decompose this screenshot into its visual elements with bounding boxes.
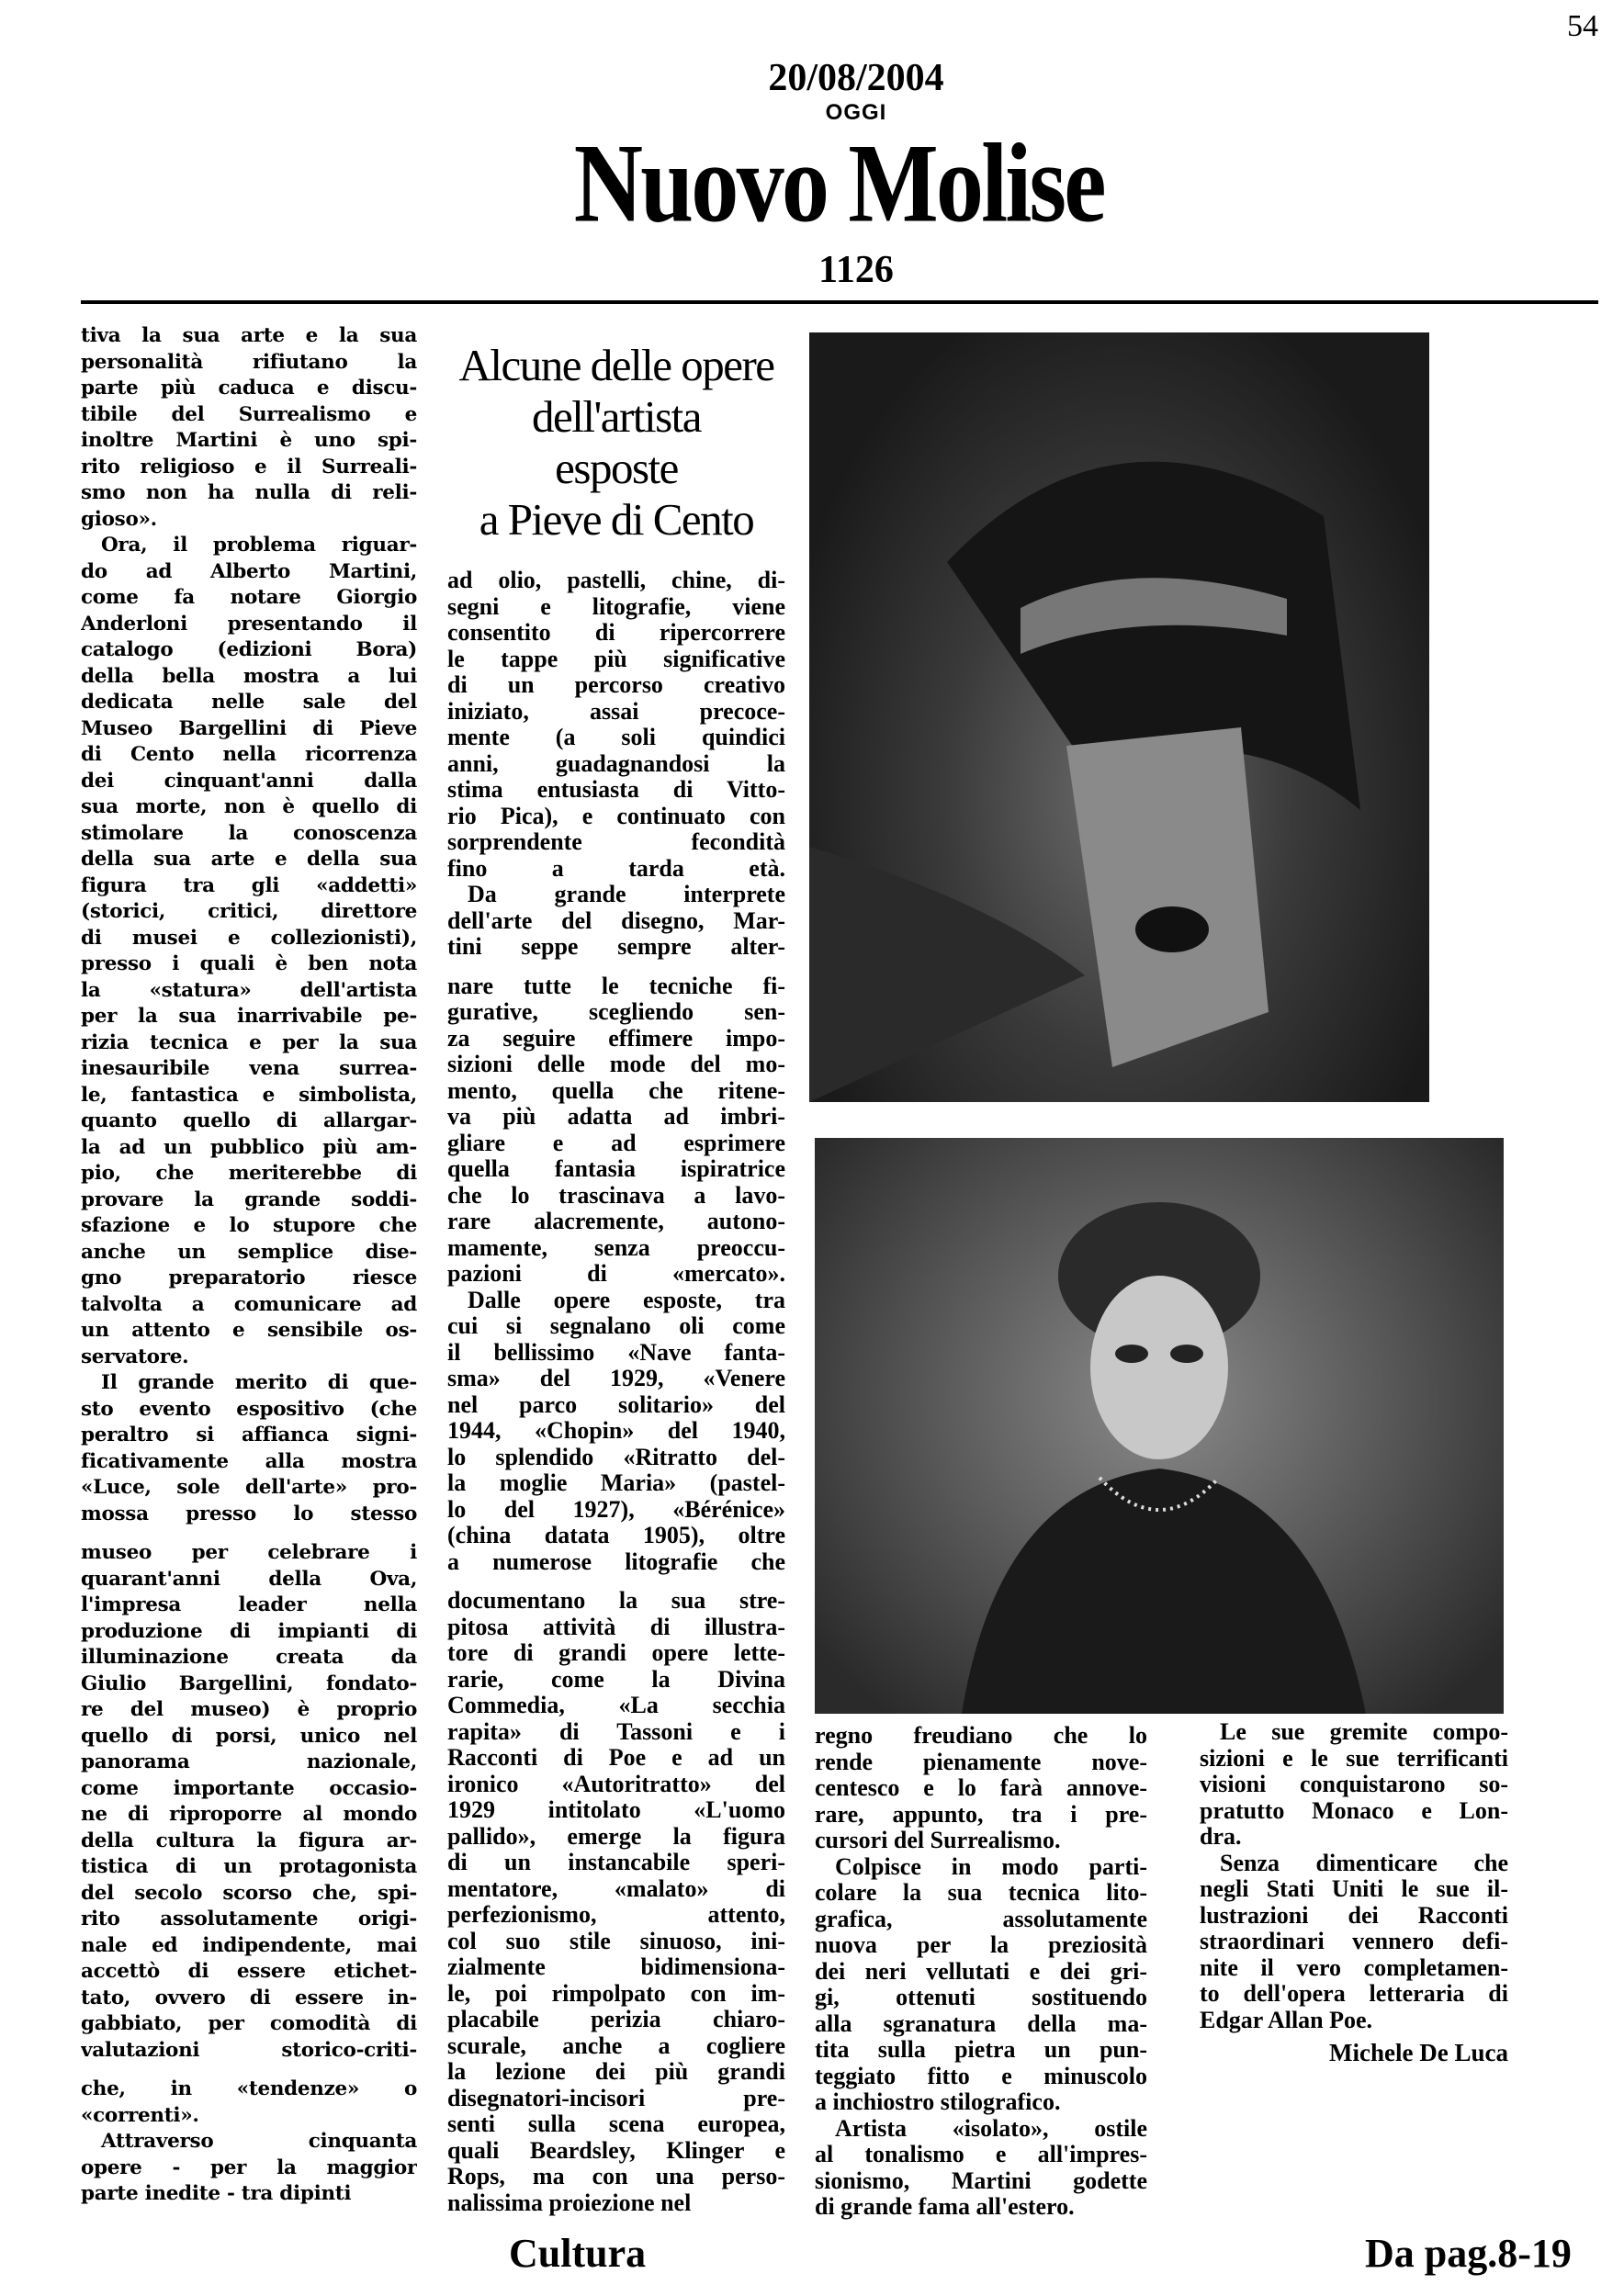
text-line: to dell'opera letteraria di — [1200, 1981, 1508, 2007]
text-line: gliare e ad esprimere — [447, 1130, 785, 1156]
text-line: a inchiostro stilografico. — [815, 2089, 1061, 2115]
column-gap — [447, 961, 785, 974]
text-line: Commedia, «La secchia — [447, 1693, 785, 1718]
portrait-woman-image — [815, 1138, 1504, 1714]
text-line: pio, che meriterebbe di — [81, 1162, 417, 1185]
text-line: visioni conquistarono so- — [1200, 1772, 1508, 1797]
text-line: rare alacremente, autono- — [447, 1209, 785, 1234]
text-line: sma» del 1929, «Venere — [447, 1366, 785, 1391]
text-line: straordinari vennero defi- — [1200, 1929, 1508, 1954]
text-line: zialmente bidimensiona- — [447, 1954, 785, 1980]
text-line: pazioni di «mercato». — [447, 1261, 785, 1287]
text-line: provare la grande soddi- — [81, 1187, 417, 1211]
text-line: sizioni e le sue terrificanti — [1200, 1745, 1508, 1772]
text-line: sto evento espositivo (che — [81, 1397, 417, 1421]
text-line: anche un semplice dise- — [81, 1240, 417, 1264]
text-line: quello di porsi, unico nel — [81, 1724, 417, 1748]
article-column-1 — [81, 323, 417, 2208]
text-line: produzione di impianti di — [81, 1619, 417, 1643]
text-line: teggiato fitto e minuscolo — [815, 2063, 1147, 2089]
text-line: di un instancabile speri- — [447, 1850, 785, 1875]
text-line: pitosa attività di illustra- — [447, 1614, 785, 1640]
author-signature: Michele De Luca — [1329, 2039, 1508, 2066]
text-line: tore di grandi opere lette- — [447, 1640, 785, 1666]
text-line: alla sgranatura della ma- — [815, 2010, 1147, 2037]
column-gap — [447, 1575, 785, 1588]
text-line: sorprendente fecondità — [447, 829, 785, 855]
text-line: l'impresa leader nella — [81, 1593, 417, 1616]
text-line: la ad un pubblico più am- — [81, 1135, 417, 1159]
header-rule — [81, 300, 1598, 304]
text-line: ad olio, pastelli, chine, di- — [447, 568, 785, 593]
text-line: mento, quella che ritene- — [447, 1077, 785, 1104]
text-line: sionismo, Martini godette — [815, 2167, 1147, 2194]
text-line: documentano la sua stre- — [447, 1588, 785, 1614]
text-line: Rops, ma con una perso- — [447, 2164, 785, 2189]
headline-line: Alcune delle opere — [458, 340, 774, 390]
text-line: «correnti». — [81, 2103, 199, 2127]
text-line: della bella mostra a lui — [81, 664, 417, 688]
text-line: iniziato, assai precoce- — [447, 698, 785, 725]
text-line: rio Pica), e continuato con — [447, 803, 785, 829]
text-line: Senza dimenticare che — [1220, 1850, 1508, 1876]
masthead-logo — [549, 120, 1128, 246]
text-line: gabbiato, per comodità di — [81, 2012, 417, 2035]
text-line: il bellissimo «Nave fanta- — [447, 1339, 785, 1366]
text-line: mamente, senza preoccu- — [447, 1234, 785, 1261]
text-line: mossa presso lo stesso — [81, 1502, 417, 1525]
page-reference: Da pag.8-19 — [1365, 2231, 1572, 2276]
text-line: dei cinquant'anni dalla — [81, 769, 417, 793]
text-line: rito assolutamente origi- — [81, 1908, 417, 1930]
text-line: tistica di un protagonista — [81, 1855, 417, 1878]
text-line: gi, ottenuti sostituendo — [815, 1985, 1147, 2010]
text-line: illuminazione creata da — [81, 1646, 417, 1669]
text-line: fino a tarda età. — [447, 855, 785, 882]
text-line: pratutto Monaco e Lon- — [1200, 1797, 1508, 1824]
text-line: rende pienamente nove- — [815, 1749, 1147, 1775]
text-line: Artista «isolato», ostile — [835, 2115, 1147, 2142]
text-line: Attraverso cinquanta — [101, 2130, 417, 2153]
text-line: talvolta a comunicare ad — [81, 1292, 417, 1316]
text-line: mentatore, «malato» di — [447, 1875, 785, 1902]
text-line: re del museo) è proprio — [81, 1698, 417, 1721]
text-line: Colpisce in modo parti- — [835, 1853, 1147, 1880]
text-line: gurative, scegliendo sen- — [447, 999, 785, 1025]
headline-line: dell'artista — [531, 391, 702, 442]
text-line: ironico «Autoritratto» del — [447, 1771, 785, 1797]
text-line: colare la sua tecnica lito- — [815, 1880, 1147, 1906]
text-line: catalogo (edizioni Bora) — [81, 638, 417, 661]
text-line: che, in «tendenze» o — [81, 2077, 417, 2100]
text-line: quarant'anni della Ova, — [81, 1567, 417, 1591]
column-gap — [81, 2064, 417, 2077]
text-line: personalità rifiutano la — [81, 350, 417, 374]
text-line: le, poi rimpolpato con im- — [447, 1980, 785, 2007]
text-line: smo non ha nulla di reli- — [81, 481, 417, 504]
text-line: tini seppe sempre alter- — [447, 934, 785, 960]
text-line: cui si segnalano oli come — [447, 1313, 785, 1339]
text-line: nale ed indipendente, mai — [81, 1933, 417, 1957]
text-line: ne di riproporre al mondo — [81, 1803, 417, 1826]
text-line: lo del 1927), «Bérénice» — [447, 1496, 785, 1523]
text-line: placabile perizia chiaro- — [447, 2007, 785, 2032]
text-line: che lo trascinava a lavo- — [447, 1182, 785, 1209]
text-line: accettò di essere etichet- — [81, 1960, 417, 1983]
text-line: per la sua inarrivabile pe- — [81, 1005, 417, 1028]
text-line: lo splendido «Ritratto del- — [447, 1444, 785, 1470]
text-line: figura tra gli «addetti» — [81, 873, 417, 897]
text-line: della sua arte e della sua — [81, 848, 417, 871]
text-line: segni e litografie, viene — [447, 593, 785, 620]
text-line: come importante occasio- — [81, 1776, 417, 1800]
text-line: rito religioso e il Surreali- — [81, 455, 417, 478]
text-line: sfazione e lo stupore che — [81, 1214, 417, 1237]
text-line: Ora, il problema riguar- — [101, 534, 417, 557]
page-number: 54 — [1567, 9, 1598, 43]
text-line: cursori del Surrealismo. — [815, 1828, 1061, 1853]
text-line: anni, guadagnandosi la — [447, 750, 785, 777]
masthead-text: Nuovo Molise — [573, 120, 1104, 246]
text-line: dra. — [1200, 1824, 1242, 1850]
article-headline — [447, 340, 785, 546]
text-line: 1929 intitolato «L'uomo — [447, 1797, 785, 1823]
text-line: inoltre Martini è uno spi- — [81, 429, 417, 452]
text-line: centesco e lo farà annove- — [815, 1775, 1147, 1801]
text-line: opere - per la maggior — [81, 2155, 417, 2179]
artwork-photo-veiled-face — [809, 332, 1429, 1102]
text-line: consentito di ripercorrere — [447, 620, 785, 646]
text-line: tita sulla pietra un pun- — [815, 2037, 1147, 2063]
text-line: quali Beardsley, Klinger e — [447, 2137, 785, 2164]
text-line: la lezione dei più grandi — [447, 2059, 785, 2085]
article-column-4 — [1200, 1719, 1508, 2033]
text-line: nuova per la preziosità — [815, 1932, 1147, 1958]
text-line: stimolare la conoscenza — [81, 821, 417, 845]
text-line: panorama nazionale, — [81, 1750, 417, 1773]
text-line: peraltro si affianca signi- — [81, 1424, 417, 1446]
text-line: lustrazioni dei Racconti — [1200, 1902, 1508, 1929]
text-line: di grande fama all'estero. — [815, 2194, 1075, 2220]
text-line: dei neri vellutati e dei gri- — [815, 1958, 1147, 1985]
text-line: la moglie Maria» (pastel- — [447, 1470, 785, 1496]
text-line: senti sulla scena europea, — [447, 2111, 785, 2137]
text-line: (storici, critici, direttore — [81, 900, 417, 923]
text-line: Edgar Allan Poe. — [1200, 2007, 1373, 2033]
text-line: grafica, assolutamente — [815, 1906, 1147, 1932]
text-line: pallido», emerge la figura — [447, 1823, 785, 1850]
text-line: regno freudiano che lo — [815, 1723, 1147, 1749]
text-line: tibile del Surrealismo e — [81, 402, 417, 426]
text-line: come fa notare Giorgio — [81, 586, 417, 609]
section-label: Cultura — [509, 2231, 647, 2276]
text-line: disegnatori-incisori pre- — [447, 2085, 785, 2111]
text-line: Giulio Bargellini, fondato- — [81, 1671, 417, 1695]
text-line: un attento e sensibile os- — [81, 1319, 417, 1342]
text-line: col suo stile sinuoso, ini- — [447, 1928, 785, 1954]
text-line: quella fantasia ispiratrice — [447, 1156, 785, 1182]
text-line: quanto quello di allargar- — [81, 1109, 417, 1132]
text-line: museo per celebrare i — [81, 1541, 417, 1564]
text-line: perfezionismo, attento, — [447, 1902, 785, 1928]
text-line: del secolo scorso che, spi- — [81, 1881, 417, 1905]
text-line: nare tutte le tecniche fi- — [447, 973, 785, 999]
text-line: al tonalismo e all'impres- — [815, 2142, 1147, 2167]
text-line: a numerose litografie che — [447, 1548, 785, 1575]
text-line: rare, appunto, tra i pre- — [815, 1801, 1147, 1828]
headline-line: a Pieve di Cento — [479, 494, 754, 545]
text-line: Racconti di Poe e ad un — [447, 1745, 785, 1771]
text-line: ficativamente alla mostra — [81, 1449, 417, 1473]
text-line: dell'arte del disegno, Mar- — [447, 907, 785, 934]
text-line: scurale, anche a cogliere — [447, 2032, 785, 2059]
article-column-2 — [447, 568, 785, 2216]
text-line: va più adatta ad imbri- — [447, 1104, 785, 1130]
text-line: Il grande merito di que- — [101, 1371, 417, 1394]
text-line: (china datata 1905), oltre — [447, 1523, 785, 1548]
text-line: rizia tecnica e per la sua — [81, 1030, 417, 1054]
text-line: negli Stati Uniti le sue il- — [1200, 1876, 1508, 1902]
text-line: la «statura» dell'artista — [81, 978, 417, 1002]
text-line: Da grande interprete — [468, 882, 785, 907]
text-line: rapita» di Tassoni e i — [447, 1718, 785, 1745]
text-line: do ad Alberto Martini, — [81, 559, 417, 583]
text-line: parte inedite - tra dipinti — [81, 2182, 352, 2205]
text-line: stima entusiasta di Vitto- — [447, 777, 785, 803]
text-line: gno preparatorio riesce — [81, 1266, 417, 1289]
text-line: Museo Bargellini di Pieve — [81, 716, 417, 740]
veiled-face-image — [809, 332, 1429, 1102]
text-line: za seguire effimere impo- — [447, 1025, 785, 1052]
text-line: Anderloni presentando il — [81, 612, 417, 636]
text-line: «Luce, sole dell'arte» pro- — [81, 1476, 417, 1499]
text-line: le tappe più significative — [447, 646, 785, 672]
text-line: inesauribile vena surrea- — [81, 1057, 417, 1080]
artwork-photo-portrait-woman — [815, 1138, 1504, 1714]
text-line: servatore. — [81, 1345, 189, 1368]
text-line: tato, ovvero di essere in- — [81, 1986, 417, 2009]
issue-number: 1126 — [818, 249, 894, 291]
text-line: sua morte, non è quello di — [81, 795, 417, 818]
text-line: di un percorso creativo — [447, 672, 785, 698]
publication-date: 20/08/2004 — [768, 57, 944, 99]
text-line: nalissima proiezione nel — [447, 2189, 692, 2216]
text-line: nite il vero completamen- — [1200, 1954, 1508, 1981]
text-line: Dalle opere esposte, tra — [468, 1287, 785, 1313]
text-line: rarie, come la Divina — [447, 1666, 785, 1693]
text-line: le, fantastica e simbolista, — [81, 1083, 417, 1107]
text-line: 1944, «Chopin» del 1940, — [447, 1418, 785, 1444]
headline-line: esposte — [555, 443, 678, 493]
text-line: presso i quali è ben nota — [81, 952, 417, 975]
text-line: parte più caduca e discu- — [81, 377, 417, 400]
text-line: Le sue gremite compo- — [1220, 1719, 1508, 1745]
edition-label: OGGI — [825, 100, 887, 125]
text-line: valutazioni storico-criti- — [81, 2038, 417, 2062]
text-line: di Cento nella ricorrenza — [81, 743, 417, 766]
text-line: gioso». — [81, 507, 157, 531]
text-line: tiva la sua arte e la sua — [81, 324, 417, 347]
text-line: dedicata nelle sale del — [81, 691, 417, 714]
text-line: nel parco solitario» del — [447, 1391, 785, 1418]
text-line: mente (a soli quindici — [447, 725, 785, 750]
text-line: della cultura la figura ar- — [81, 1829, 417, 1852]
text-line: di musei e collezionisti), — [81, 926, 417, 950]
text-line: sizioni delle mode del mo- — [447, 1052, 785, 1077]
article-column-3 — [815, 1723, 1147, 2221]
column-gap — [81, 1527, 417, 1540]
